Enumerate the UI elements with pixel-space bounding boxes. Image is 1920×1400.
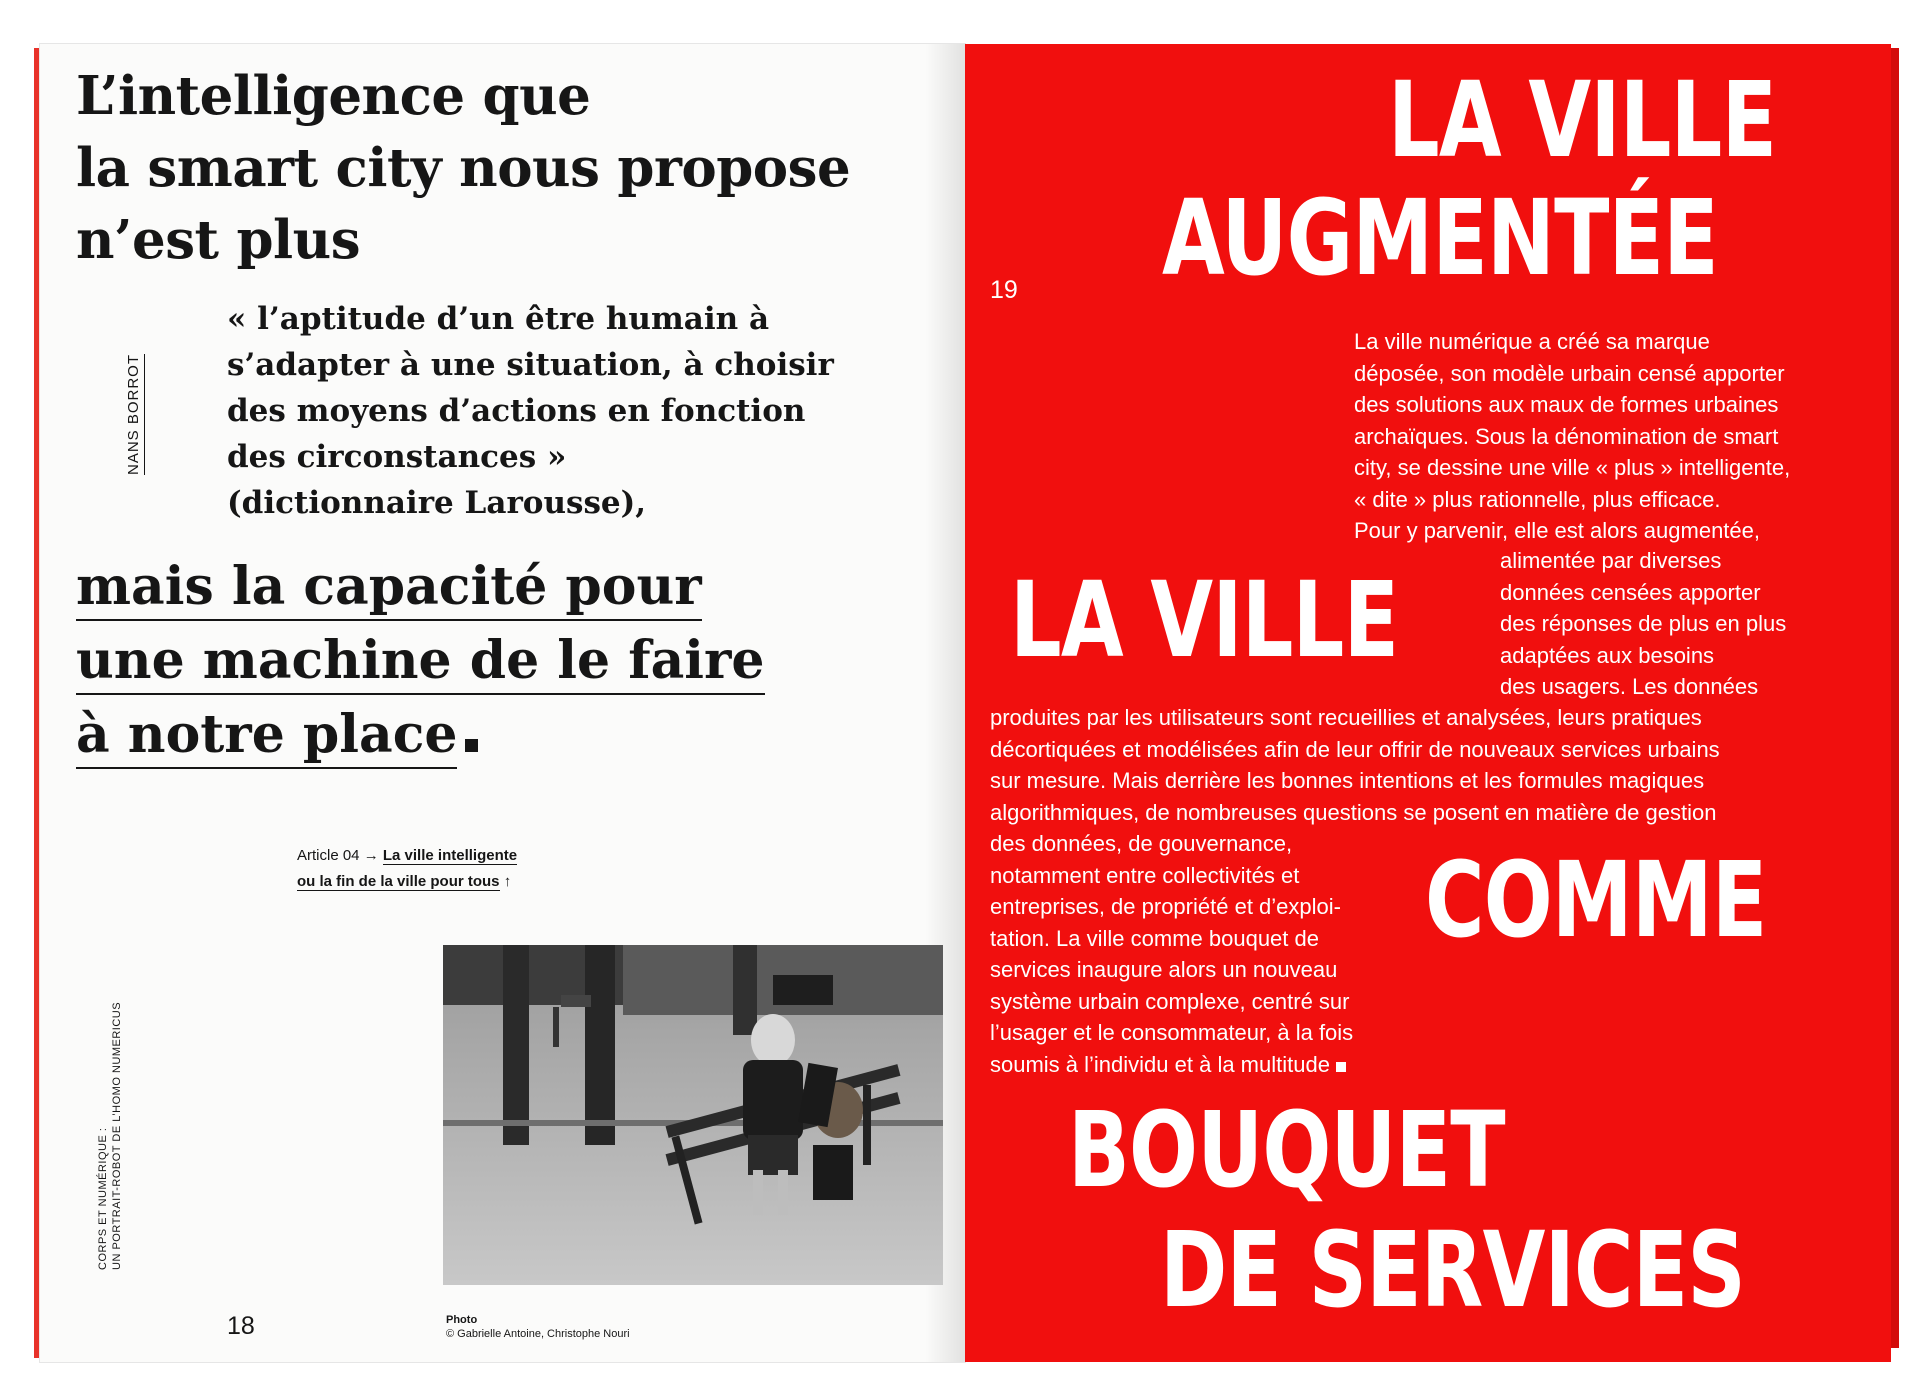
photo-illustration [443,945,943,1285]
body-line: algorithmiques, de nombreuses questions se posent en matière de gestion [990,799,1717,825]
caption-credit: © Gabrielle Antoine, Christophe Nouri [446,1328,630,1340]
author-name: NANS BORROT [125,354,145,475]
page-number-left: 18 [227,1312,255,1340]
quote-line: des moyens d’actions en fonction [227,393,806,429]
body-line: entreprises, de propriété et d’exploi- [990,894,1341,919]
title-bouquet: BOUQUET [1068,1089,1505,1211]
body-line: services inaugure alors un nouveau [990,957,1338,982]
title-augmentee: AUGMENTÉE [1162,177,1718,299]
body-text-block [990,828,1420,1080]
headline-line: n’est plus [76,209,361,271]
body-line: city, se dessine une ville « plus » intelligente, [1354,455,1791,480]
body-text-block [1354,326,1874,547]
body-line: des données, de gouvernance, [990,831,1293,856]
right-page-edge [1891,48,1899,1348]
body-line: des usagers. Les données [1500,674,1759,699]
body-line: soumis à l’individu et à la multitude [990,1051,1330,1077]
body-line: produites par les utilisateurs sont recueillies et analysées, leurs pratiques [990,705,1702,730]
conclusion-statement [76,550,836,772]
article-link[interactable]: La ville intelligente [382,847,518,864]
headline-line: L’intelligence que [76,65,591,127]
dictionary-quote [227,296,847,526]
photo-caption [446,1313,746,1341]
body-line: notamment entre collectivités et [990,862,1300,888]
body-line: des solutions aux maux de formes urbaines [1354,392,1779,417]
article-link[interactable]: ou la fin de la ville pour tous [297,873,500,890]
conclusion-line: mais la capacité pour [76,556,702,621]
running-title [96,1002,124,1270]
conclusion-line: à notre place [76,704,457,769]
conclusion-line: une machine de le faire [76,630,765,695]
quote-line: (dictionnaire Larousse), [227,485,647,521]
title-la-ville: LA VILLE [1388,59,1777,181]
up-arrow-icon: ↑ [503,873,512,890]
title-comme: COMME [1425,839,1767,961]
body-line: alimentée par diverses [1500,548,1722,573]
end-square-icon [1336,1062,1346,1072]
page-number-right: 19 [990,276,1018,304]
body-line: tation. La ville comme bouquet de [990,925,1319,951]
body-line: déposée, son modèle urbain censé apporter [1354,360,1785,386]
body-line: « dite » plus rationnelle, plus efficace. [1354,486,1721,512]
body-line: archaïques. Sous la dénomination de smart [1354,423,1779,449]
park-bench-photo [443,945,943,1285]
body-line: l’usager et le consommateur, à la fois [990,1020,1354,1045]
body-text-block [1500,545,1880,703]
headline-line: la smart city nous propose [76,137,851,199]
body-line: Pour y parvenir, elle est alors augmentée, [1354,518,1761,543]
body-line: décortiquées et modélisées afin de leur offrir de nouveaux services urbains [990,736,1720,762]
article-reference [297,843,597,895]
running-title-line: CORPS ET NUMÉRIQUE : [97,1127,109,1270]
caption-title: Photo [446,1314,478,1326]
end-square-icon [465,739,478,752]
quote-line: s’adapter à une situation, à choisir [227,347,834,383]
body-text-block [990,702,1880,828]
quote-line: « l’aptitude d’un être humain à [227,301,770,337]
body-line: adaptées aux besoins [1500,642,1715,668]
body-line: des réponses de plus en plus [1500,611,1787,636]
article-prefix: Article 04 → [297,847,379,864]
body-line: système urbain complexe, centré sur [990,988,1350,1014]
running-title-line: UN PORTRAIT-ROBOT DE L’HOMO NUMERICUS [111,1001,123,1270]
body-line: sur mesure. Mais derrière les bonnes intentions et les formules magiques [990,768,1705,793]
body-line: La ville numérique a créé sa marque [1354,329,1710,354]
title-la-ville-2: LA VILLE [1010,559,1399,681]
title-de-services: DE SERVICES [1160,1209,1746,1331]
body-line: données censées apporter [1500,579,1761,605]
quote-line: des circonstances » [227,439,567,475]
headline [76,60,896,276]
